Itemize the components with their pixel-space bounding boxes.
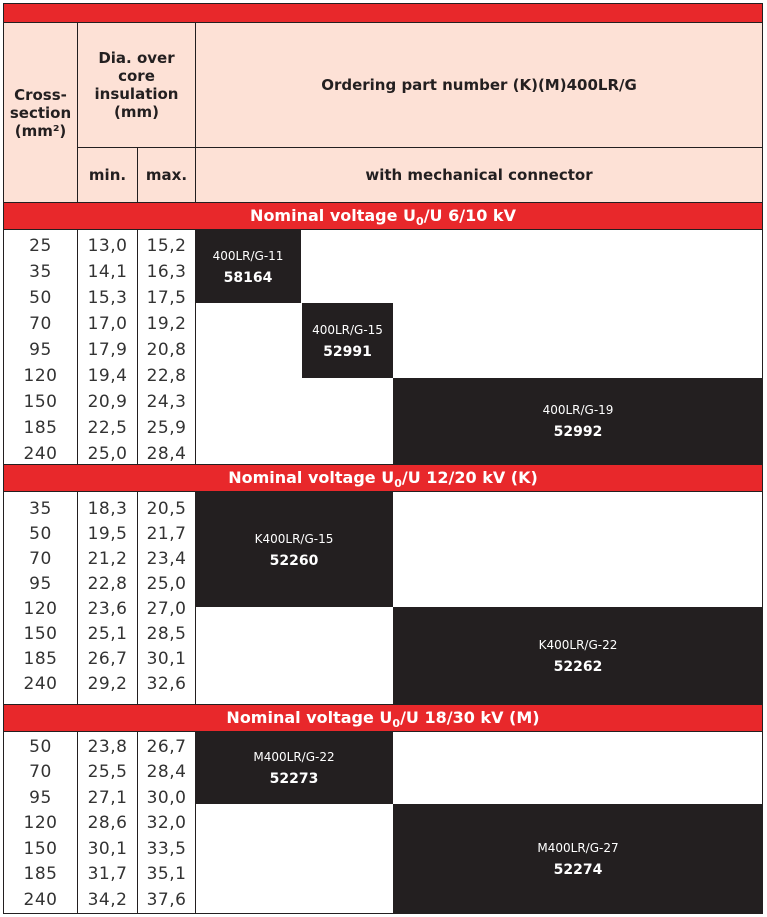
table-cell: 35 bbox=[29, 262, 52, 282]
header-text: Dia. over bbox=[98, 49, 175, 67]
table-cell: 21,2 bbox=[87, 548, 128, 569]
table-cell: 33,5 bbox=[146, 838, 187, 859]
table-cell: 150 bbox=[23, 623, 58, 644]
cross-section-column bbox=[4, 731, 78, 913]
table-cell: 50 bbox=[29, 736, 52, 757]
section-6-10 bbox=[3, 230, 763, 465]
table-cell: 23,4 bbox=[146, 548, 187, 569]
table-cell: 185 bbox=[23, 864, 58, 885]
min-column bbox=[78, 230, 138, 465]
section-18-30 bbox=[3, 731, 763, 914]
header-text: (mm) bbox=[114, 103, 159, 121]
table-cell: 23,8 bbox=[87, 736, 128, 757]
table-cell: 13,0 bbox=[87, 236, 128, 256]
table-cell: 18,3 bbox=[87, 498, 128, 519]
table-cell: 95 bbox=[29, 573, 52, 594]
table-cell: 32,6 bbox=[146, 673, 187, 694]
header-connector: with mechanical connector bbox=[195, 147, 763, 203]
cross-section-column bbox=[4, 230, 78, 465]
voltage-band-12-20: Nominal voltage $U_0/U$ 12/20 kV (K) bbox=[3, 464, 763, 492]
part-block: 400LR/G-15 52991 bbox=[302, 303, 393, 378]
table-cell: 27,1 bbox=[87, 787, 128, 808]
table-cell: 25,0 bbox=[87, 444, 128, 464]
table-cell: 26,7 bbox=[87, 648, 128, 669]
voltage-band-6-10: Nominal voltage $U_0/U$ 6/10 kV bbox=[3, 202, 763, 230]
table-cell: 15,3 bbox=[87, 288, 128, 308]
table-cell: 17,5 bbox=[146, 288, 187, 308]
table-cell: 31,7 bbox=[87, 864, 128, 885]
table-cell: 21,7 bbox=[146, 523, 187, 544]
table-cell: 185 bbox=[23, 648, 58, 669]
table-cell: 120 bbox=[23, 598, 58, 619]
table-cell: 35 bbox=[29, 498, 52, 519]
header-text: core bbox=[118, 67, 155, 85]
max-column bbox=[138, 230, 196, 465]
table-cell: 30,1 bbox=[146, 648, 187, 669]
table-cell: 25,5 bbox=[87, 762, 128, 783]
part-block: M400LR/G-27 52274 bbox=[393, 804, 763, 913]
table-cell: 30,0 bbox=[146, 787, 187, 808]
part-block: 400LR/G-11 58164 bbox=[195, 230, 301, 303]
table-cell: 70 bbox=[29, 548, 52, 569]
table-cell: 25,9 bbox=[146, 418, 187, 438]
table-cell: 19,5 bbox=[87, 523, 128, 544]
table-cell: 26,7 bbox=[146, 736, 187, 757]
max-column bbox=[138, 492, 196, 705]
table-cell: 95 bbox=[29, 787, 52, 808]
table-cell: 120 bbox=[23, 813, 58, 834]
table-cell: 27,0 bbox=[146, 598, 187, 619]
table-cell: 150 bbox=[23, 392, 58, 412]
table-cell: 29,2 bbox=[87, 673, 128, 694]
table-cell: 25 bbox=[29, 236, 52, 256]
table-cell: 150 bbox=[23, 838, 58, 859]
table-cell: 22,5 bbox=[87, 418, 128, 438]
table-cell: 240 bbox=[23, 444, 58, 464]
table-cell: 37,6 bbox=[146, 889, 187, 910]
table-cell: 30,1 bbox=[87, 838, 128, 859]
cross-section-column bbox=[4, 492, 78, 705]
min-column bbox=[78, 492, 138, 705]
table-cell: 70 bbox=[29, 314, 52, 334]
header-diameter bbox=[77, 22, 196, 148]
table-cell: 15,2 bbox=[146, 236, 187, 256]
table-cell: 25,1 bbox=[87, 623, 128, 644]
part-block: M400LR/G-22 52273 bbox=[195, 731, 393, 804]
header-text: section bbox=[9, 103, 72, 122]
table-cell: 50 bbox=[29, 288, 52, 308]
header-text: insulation bbox=[94, 85, 179, 103]
table-cell: 185 bbox=[23, 418, 58, 438]
table-cell: 95 bbox=[29, 340, 52, 360]
table-cell: 240 bbox=[23, 889, 58, 910]
table-cell: 32,0 bbox=[146, 813, 187, 834]
voltage-band-18-30: Nominal voltage $U_0/U$ 18/30 kV (M) bbox=[3, 704, 763, 732]
table-cell: 24,3 bbox=[146, 392, 187, 412]
table-cell: 22,8 bbox=[87, 573, 128, 594]
min-column bbox=[78, 731, 138, 913]
table-cell: 120 bbox=[23, 366, 58, 386]
table-cell: 20,8 bbox=[146, 340, 187, 360]
header-max: max. bbox=[137, 147, 196, 203]
table-cell: 23,6 bbox=[87, 598, 128, 619]
table-cell: 28,4 bbox=[146, 762, 187, 783]
table-cell: 25,0 bbox=[146, 573, 187, 594]
header-text: Cross- bbox=[14, 85, 67, 104]
part-block: K400LR/G-15 52260 bbox=[195, 492, 393, 607]
header-text: (mm²) bbox=[14, 121, 67, 140]
max-column bbox=[138, 731, 196, 913]
table-cell: 19,2 bbox=[146, 314, 187, 334]
table-cell: 16,3 bbox=[146, 262, 187, 282]
table-cell: 17,9 bbox=[87, 340, 128, 360]
section-12-20 bbox=[3, 492, 763, 705]
table-cell: 28,5 bbox=[146, 623, 187, 644]
table-cell: 17,0 bbox=[87, 314, 128, 334]
table-cell: 19,4 bbox=[87, 366, 128, 386]
part-block: K400LR/G-22 52262 bbox=[393, 607, 763, 704]
table-cell: 14,1 bbox=[87, 262, 128, 282]
table-cell: 34,2 bbox=[87, 889, 128, 910]
table-cell: 35,1 bbox=[146, 864, 187, 885]
table-cell: 22,8 bbox=[146, 366, 187, 386]
table-cell: 20,5 bbox=[146, 498, 187, 519]
part-block: 400LR/G-19 52992 bbox=[393, 378, 763, 464]
table-cell: 28,6 bbox=[87, 813, 128, 834]
header-cross-section bbox=[3, 22, 78, 203]
table-cell: 20,9 bbox=[87, 392, 128, 412]
header-ordering: Ordering part number (K)(M)400LR/G bbox=[195, 22, 763, 148]
table-cell: 28,4 bbox=[146, 444, 187, 464]
table-cell: 240 bbox=[23, 673, 58, 694]
header-min: min. bbox=[77, 147, 138, 203]
table-cell: 50 bbox=[29, 523, 52, 544]
top-bar bbox=[3, 3, 763, 23]
table-cell: 70 bbox=[29, 762, 52, 783]
